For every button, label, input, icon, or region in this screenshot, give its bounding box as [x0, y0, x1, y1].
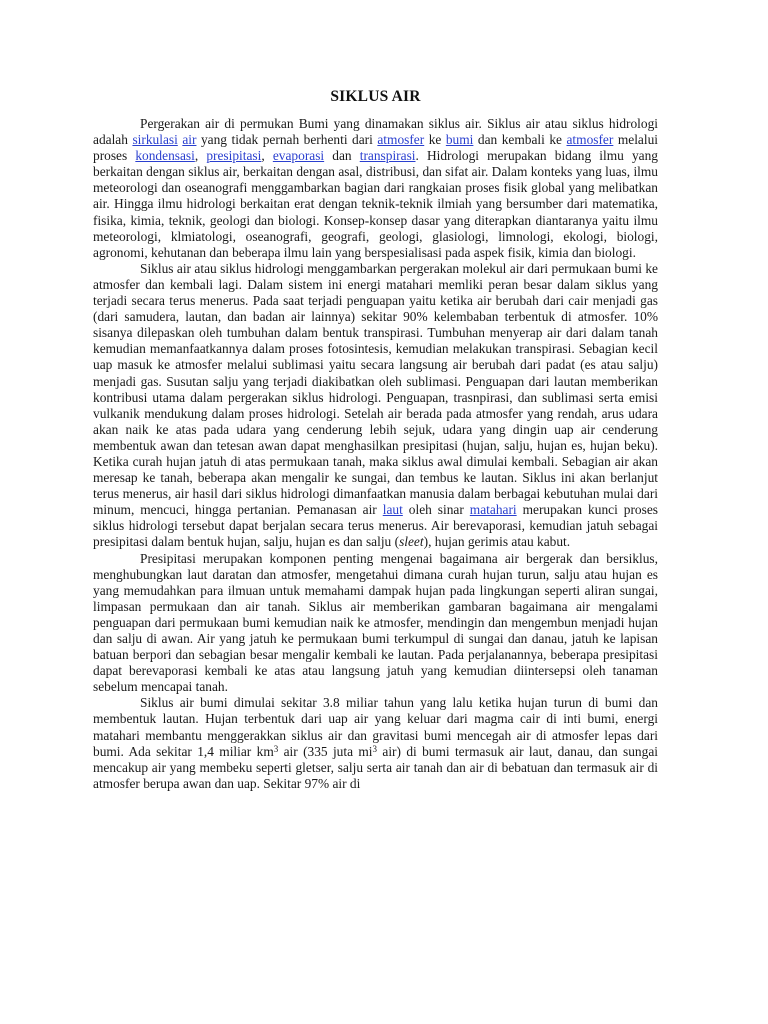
link-atmosfer-2[interactable]: atmosfer	[566, 132, 614, 148]
italic-term-sleet: sleet	[399, 534, 424, 550]
text-run: . Hidrologi merupakan bidang ilmu yang berkaitan dengan siklus air, berkaitan dengan asal, distribusi, dan sifat air. Dalam konteks yang luas, ilmu meteorologi dan oseanografi menggambarkan bagian dari rangkaian proses fisik global yang melibatkan air. Hingga ilmu hidrologi berkaitan erat dengan teknik-teknik ilmiah yang bersumber dari matematika, fisika, kimia, teknik, geologi dan biologi. Konsep-konsep dasar yang diterapkan diantaranya yaitu ilmu meteorologi, klmiatologi, oseanografi, geografi, geologi, glasiologi, limnologi, ekologi, biologi, agronomi, kehutanan dan beberapa ilmu lain yang berspesialisasi pada aspek fisik, kimia dan biologi.	[93, 148, 658, 260]
text-run: dan	[324, 148, 360, 164]
paragraph-4	[93, 695, 658, 792]
page-title: SIKLUS AIR	[330, 88, 421, 105]
text-run: Siklus air atau siklus hidrologi menggambarkan pergerakan molekul air dari permukaan bumi ke atmosfer dan kembali lagi. Dalam sistem ini energi matahari memliki peran besar dalam siklus yang terjadi secara terus menerus. Pada saat terjadi penguapan yaitu ketika air berubah dari cair menjadi gas (dari samudera, lautan, dan badan air lainnya) sekitar 90% kelembaban terbentuk di atmosfer. 10% sisanya dilepaskan oleh tumbuhan dalam bentuk transpirasi. Tumbuhan menyerap air dari dalam tanah kemudian memanfaatkannya dalam proses fotosintesis, kemudian melakukan transpirasi. Sebagian kecil uap masuk ke atmosfer melalui sublimasi yaitu secara langsung air berubah dari padat (es atau salju) menjadi gas. Susutan salju yang terjadi diakibatkan oleh sublimasi. Penguapan dari lautan memberikan kontribusi utama dalam pergerakan siklus hidrologi. Penguapan, trasnpirasi, dan sublimasi serta emisi vulkanik mendukung dalam proses hidrologi. Setelah air berada pada atmosfer yang rendah, arus udara akan naik ke atas pada udara yang cenderung lebih sejuk, udara yang dingin uap air cenderung membentuk awan dan tetesan awan dapat menghasilkan presipitasi (hujan, salju, hujan es, hujan beku). Ketika curah hujan jatuh di atas permukaan tanah, maka siklus awal dimulai kembali. Sebagian air akan meresap ke tanah, beberapa akan mengalir ke sungai, dan tembus ke lautan. Siklus ini akan berlanjut terus menerus, air hasil dari siklus hidrologi dimanfaatkan manusia dalam berbagai kebutuhan mulai dari minum, mencuci, hingga pertanian. Pemanasan air	[93, 260, 658, 518]
text-run: melalui proses	[93, 132, 658, 164]
link-presipitasi[interactable]: presipitasi	[206, 148, 262, 164]
superscript-cubed: 3	[372, 743, 378, 754]
text-run: merupakan kunci proses siklus hidrologi tersebut dapat berjalan secara terus menerus. Air berevaporasi, kemudian jatuh sebagai presipitasi dalam bentuk hujan, salju, hujan es dan salju (	[93, 502, 658, 550]
link-air[interactable]: air	[182, 132, 197, 148]
link-kondensasi[interactable]: kondensasi	[135, 148, 195, 164]
text-run: ,	[261, 148, 273, 164]
text-run: ke	[424, 132, 446, 148]
text-run: air (335 juta mi	[278, 743, 373, 759]
paragraph-2	[93, 261, 658, 551]
text-run: Siklus air bumi dimulai sekitar 3.8 miliar tahun yang lalu ketika hujan turun di bumi dan membentuk lautan. Hujan terbentuk dari uap air yang keluar dari magma cair di inti bumi, energi matahari membantu menggerakkan siklus air dan gravitasi bumi mencegah air di atmosfer lepas dari bumi. Ada sekitar 1,4 miliar km	[93, 695, 658, 759]
link-sirkulasi[interactable]: sirkulasi	[132, 132, 178, 148]
link-bumi[interactable]: bumi	[445, 132, 474, 148]
link-evaporasi[interactable]: evaporasi	[272, 148, 325, 164]
text-run: ), hujan gerimis atau kabut.	[423, 534, 571, 550]
superscript-cubed: 3	[273, 743, 279, 754]
text-run: ,	[194, 148, 207, 164]
text-run: Pergerakan air di permukan Bumi yang dinamakan siklus air. Siklus air atau siklus hidrologi adalah	[93, 116, 658, 148]
link-transpirasi[interactable]: transpirasi	[359, 148, 416, 164]
text-run: dan kembali ke	[473, 132, 567, 148]
link-matahari[interactable]: matahari	[469, 502, 517, 518]
text-run: air) di bumi termasuk air laut, danau, dan sungai mencakup air yang membeku seperti gletser, salju serta air tanah dan air di bebatuan dan termasuk air di atmosfer berupa awan dan uap. Sekitar 97% air di	[93, 743, 658, 791]
text-run: oleh sinar	[402, 502, 470, 518]
text-run: Presipitasi merupakan komponen penting mengenai bagaimana air bergerak dan bersiklus, menghubungkan laut daratan dan atmosfer, mengetahui dimana curah hujan turun, salju atau hujan es yang memudahkan para ilmuan untuk memahami dampak hujan pada lingkungan seperti aliran sungai, limpasan permukaan dan air tanah. Siklus air memberikan gambaran bagaimana air mengalami penguapan dari permukaan bumi kemudian naik ke atmosfer, mendingin dan mengembun menjadi hujan dan salju di awan. Air yang jatuh ke permukaan bumi terkumpul di sungai dan danau, jatuh ke lapisan batuan berpori dan sebagian besar mengalir kembali ke lautan. Pada perjalanannya, beberapa presipitasi dapat berevaporasi kembali ke atas atau langsung jatuh yang kemudian diintersepsi oleh tanaman sebelum mencapai tanah.	[93, 550, 658, 695]
paragraph-1	[93, 116, 658, 261]
link-laut[interactable]: laut	[382, 502, 403, 518]
text-run: yang tidak pernah berhenti dari	[196, 132, 378, 148]
paragraph-3	[93, 551, 658, 696]
link-atmosfer[interactable]: atmosfer	[377, 132, 425, 148]
